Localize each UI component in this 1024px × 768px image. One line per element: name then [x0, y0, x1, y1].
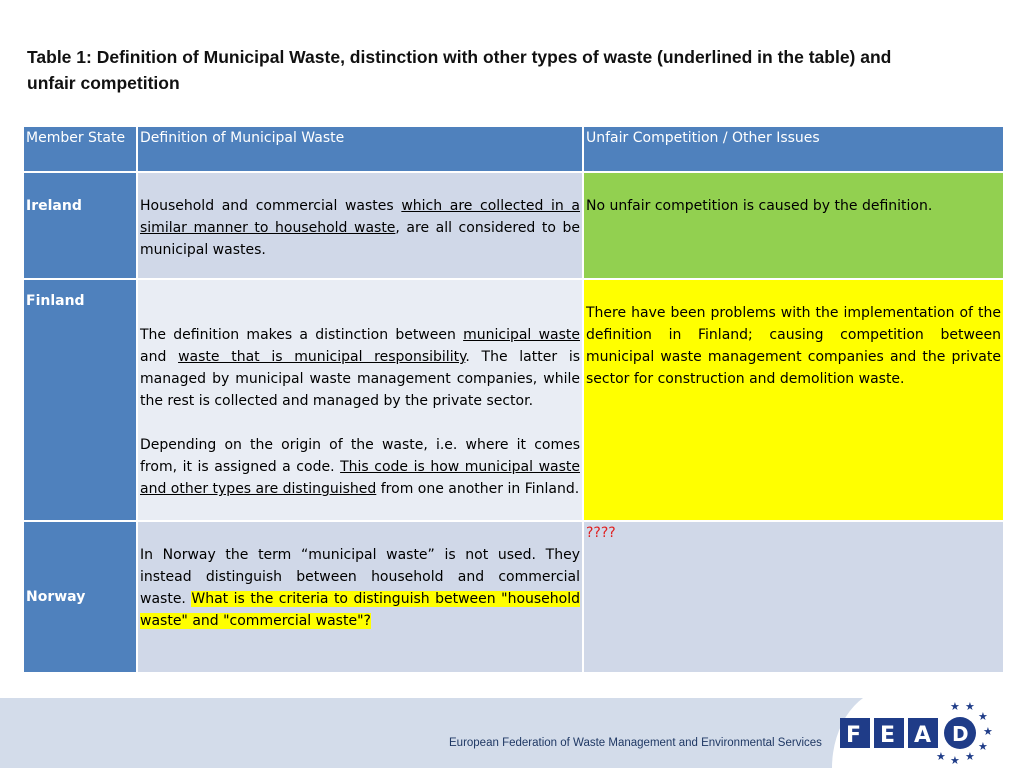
definition-text: Household and commercial wastes: [140, 198, 402, 214]
svg-text:F: F: [846, 723, 862, 748]
fead-logo-graphic: [832, 688, 1024, 768]
table-row-norway: [24, 522, 1003, 672]
definition-ireland: [138, 173, 582, 278]
svg-text:★: ★: [965, 700, 975, 713]
state-norway: [24, 522, 136, 672]
table-row-ireland: [24, 173, 1003, 278]
definition-text: Depending on the origin of the waste, i.e. where it comes from, it is assigned a code.: [140, 437, 580, 475]
svg-text:E: E: [880, 723, 896, 748]
definition-paragraph-2: [140, 434, 580, 500]
definition-text: , are all considered to be municipal wastes.: [140, 220, 580, 258]
issue-norway: [584, 522, 1003, 672]
svg-text:A: A: [914, 723, 932, 748]
state-ireland: [24, 173, 136, 278]
state-label: Ireland: [26, 198, 82, 214]
svg-text:★: ★: [978, 710, 988, 723]
table-header-row: [24, 127, 1003, 171]
svg-text:★: ★: [965, 750, 975, 763]
header-member-state: Member State: [24, 127, 136, 171]
definition-underlined: municipal waste: [463, 327, 580, 343]
state-label: Finland: [26, 293, 85, 309]
state-finland: [24, 280, 136, 520]
issue-text: There have been problems with the implementation of the definition in Finland; causing competition between municipal waste management companies and the private sector for construction and demolition waste.: [586, 305, 1001, 387]
svg-text:★: ★: [936, 750, 946, 763]
definition-paragraph-1: [140, 324, 580, 412]
definition-underlined: This code is how municipal waste and other types are distinguished: [140, 459, 580, 497]
definition-underlined: which are collected in a similar manner to household waste: [140, 198, 580, 236]
definition-text: . The latter is managed by municipal waste management companies, while the rest is collected and managed by the private sector.: [140, 349, 580, 409]
svg-text:★: ★: [950, 754, 960, 767]
definition-finland: [138, 280, 582, 520]
issue-finland: [584, 280, 1003, 520]
table-row-finland: [24, 280, 1003, 520]
definition-text: and: [140, 349, 179, 365]
fead-logo: [832, 688, 1024, 768]
state-label: Norway: [26, 589, 86, 605]
svg-text:★: ★: [978, 740, 988, 753]
definition-text: The definition makes a distinction between: [140, 327, 464, 343]
issue-text: No unfair competition is caused by the definition.: [586, 198, 933, 214]
definition-norway: [138, 522, 582, 672]
issue-text: ????: [586, 525, 616, 541]
waste-definition-table: [22, 125, 1005, 674]
footer-organization-name: European Federation of Waste Management and Environmental Services: [449, 737, 822, 749]
header-definition: Definition of Municipal Waste: [138, 127, 582, 171]
highlighted-question: What is the criteria to distinguish between "household waste" and "commercial waste"?: [140, 591, 581, 629]
header-unfair-competition: Unfair Competition / Other Issues: [584, 127, 1003, 171]
definition-text: from one another in Finland.: [376, 481, 580, 497]
definition-underlined: waste that is municipal responsibility: [178, 349, 466, 365]
definition-text: In Norway the term “municipal waste” is not used. They instead distinguish between household and commercial waste.: [140, 547, 580, 607]
issue-ireland: [584, 173, 1003, 278]
svg-text:★: ★: [983, 725, 993, 738]
slide-title: Table 1: Definition of Municipal Waste, distinction with other types of waste (underlined in the table) and unfair competition: [27, 47, 892, 93]
svg-text:★: ★: [950, 700, 960, 713]
svg-text:D: D: [952, 722, 969, 746]
